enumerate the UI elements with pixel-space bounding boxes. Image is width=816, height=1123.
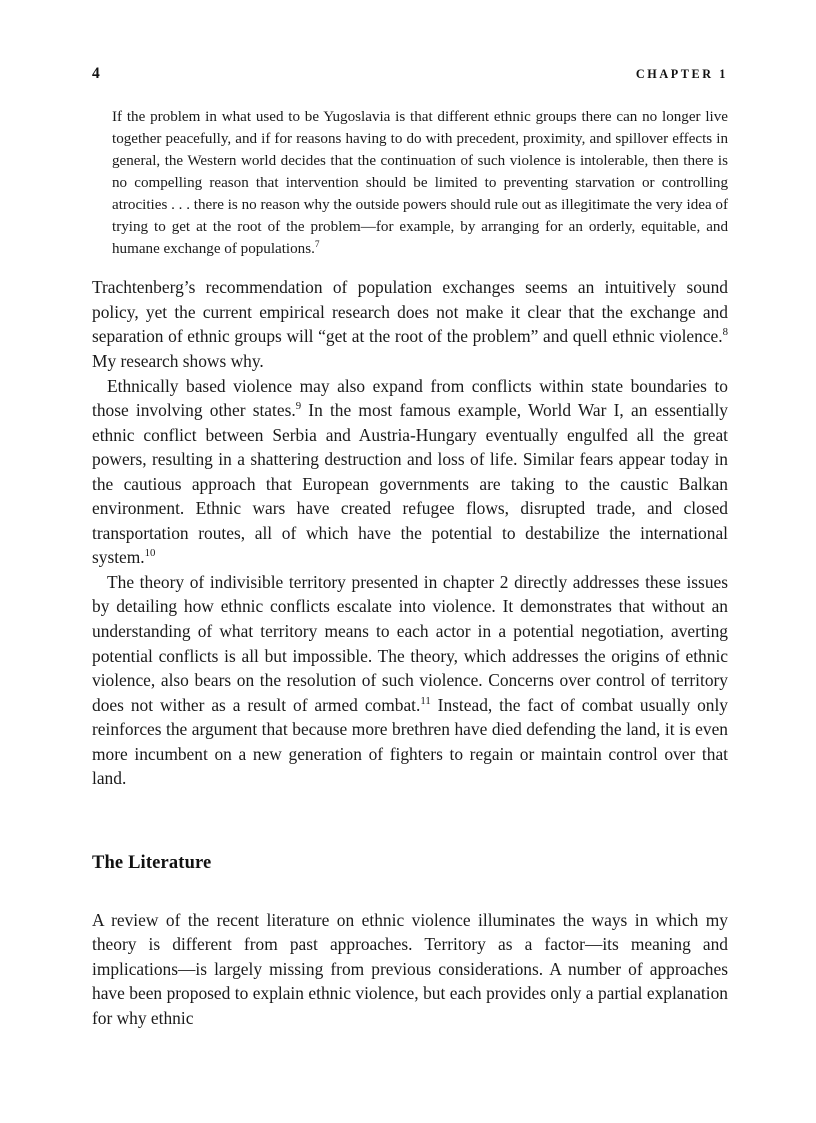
footnote-reference[interactable]: 11 xyxy=(420,694,431,707)
heading-spacer-below xyxy=(92,875,728,908)
footnote-reference[interactable]: 10 xyxy=(144,547,156,560)
para-literature-review: A review of the recent literature on ethnic violence illuminates the ways in which my theory is different from past approaches. Territory as a factor—its meaning and implications—is largely missing from previous considerations. A number of approaches have been proposed to explain ethnic violence, but each provides only a partial explanation for why ethnic xyxy=(92,909,728,1028)
page-number: 4 xyxy=(92,65,100,82)
page-content xyxy=(92,66,728,1031)
body-text xyxy=(92,275,728,790)
para-trachtenberg: Trachtenberg’s recommendation of population exchanges seems an intuitively sound policy, yet the current empirical research does not make it clear that the exchange and separation of ethnic groups will “get at the root of the problem” and quell ethnic violence.$^8$ My research shows why. xyxy=(92,277,728,371)
chapter-label: CHAPTER 1 xyxy=(635,67,728,81)
footnote-reference[interactable]: 7 xyxy=(314,240,320,251)
section-body-text xyxy=(92,908,728,1031)
footnote-reference[interactable]: 8 xyxy=(722,326,728,339)
block-quote: If the problem in what used to be Yugoslavia is that different ethnic groups there can no longer live together peacefully, and if for reasons having to do with precedent, proximity, and spillover effects in general, the Western world decides that the continuation of such violence is intolerable, then there is no compelling reason that intervention should be limited to preventing starvation or controlling atrocities . . . there is no reason why the outside powers should rule out as illegitimate the very idea of trying to get at the root of the problem—for example, by arranging for an orderly, equitable, and humane exchange of populations.$^7$ xyxy=(112,109,728,258)
section-heading: The Literature xyxy=(92,852,212,873)
running-head xyxy=(92,66,728,86)
footnote-reference[interactable]: 9 xyxy=(295,400,302,413)
heading-spacer-above xyxy=(92,791,728,851)
para-ethnically-based-violence: Ethnically based violence may also expand from conflicts within state boundaries to those involving other states.$^9$ In the most famous example, World War I, an essentially ethnic conflict between Serbia and Austria-Hungary eventually engulfed all the great powers, resulting in a shattering destruction and loss of life. Similar fears appear today in the cautious approach that European governments are taking to the caustic Balkan environment. Ethnic wars have created refugee flows, disrupted trade, and closed transportation routes, all of which have the potential to destabilize the international system.$^{10}$ xyxy=(92,375,728,568)
para-theory-indivisible-territory: The theory of indivisible territory presented in chapter 2 directly addresses these issues by detailing how ethnic conflicts escalate into violence. It demonstrates that without an understanding of what territory means to each actor in a potential negotiation, averting potential conflicts is all but impossible. The theory, which addresses the origins of ethnic violence, also bears on the resolution of such violence. Concerns over control of territory does not wither as a result of armed combat.$^{11}$ Instead, the fact of combat usually only reinforces the argument that because more brethren have died defending the land, it is even more incumbent on a new generation of fighters to regain or maintain control over that land. xyxy=(92,571,729,789)
